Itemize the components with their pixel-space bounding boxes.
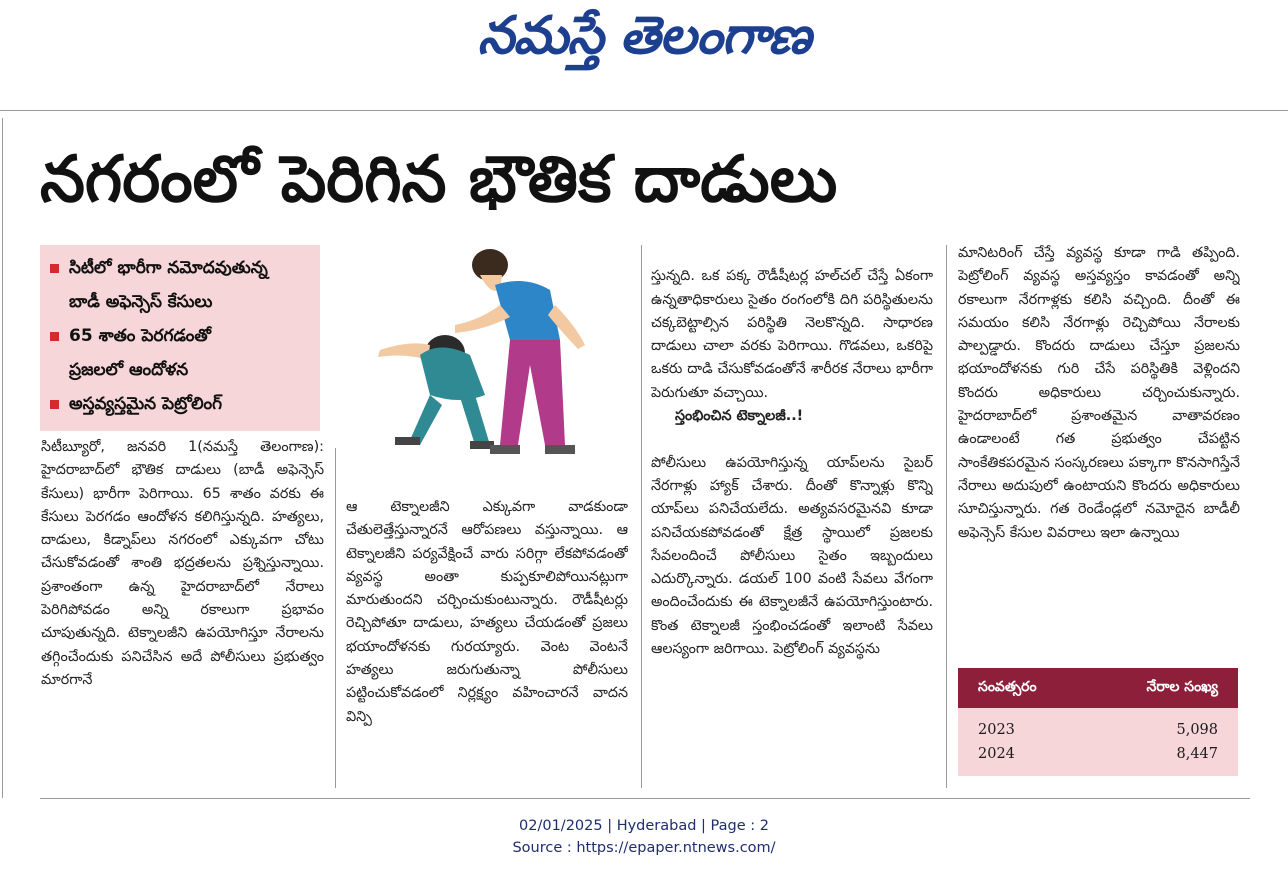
highlight-item	[50, 353, 312, 387]
table-header	[958, 668, 1238, 708]
fight-illustration	[350, 245, 620, 470]
column-divider	[335, 448, 336, 788]
table-row	[958, 742, 1238, 766]
bottom-divider	[40, 798, 1250, 799]
highlight-item	[50, 319, 312, 353]
highlight-item	[50, 251, 312, 285]
highlight-item	[50, 387, 312, 421]
highlight-text: అస్తవ్యస్తమైన పెట్రోలింగ్‌	[69, 394, 222, 414]
row-count: 5,098	[1176, 722, 1218, 738]
row-year: 2023	[978, 722, 1015, 738]
bullet-icon	[50, 400, 59, 409]
footer-source-line: Source : https://epaper.ntnews.com/	[512, 840, 776, 856]
column-divider	[641, 245, 642, 788]
article-paragraph: స్తున్నది. ఒక పక్క రౌడీషీటర్ల హల్‌చల్‌ చేస్తే ఏకంగా ఉన్నతాధికారులు సైతం రంగంలోకి దిగి పరిస్థితులను చక్కబెట్టాల్సిన పరిస్థితి నెలకొన్నది. సాధారణ దాడులు చాలా వరకు పెరిగాయి. గొడవలు, ఒకరిపై ఒకరు దాడి చేసుకోవడంతోనే శారీరక నేరాలు భారీగా పెరుగుతూ వచ్చాయి.	[651, 268, 933, 401]
header-year: సంవత్సరం	[978, 678, 1037, 695]
row-count: 8,447	[1176, 746, 1218, 762]
bullet-icon	[50, 264, 59, 273]
column-divider	[946, 245, 947, 788]
row-year: 2024	[978, 746, 1015, 762]
highlight-text: సిటీలో భారీగా నమోదవుతున్న	[69, 258, 268, 278]
article-paragraph: పోలీసులు ఉపయోగిస్తున్న యాప్‌లను సైబర్‌ నేరగాళ్లు హ్యాక్‌ చేశారు. దీంతో కొన్నాళ్లు కొన్ని యాప్‌లు పనిచేయలేదు. అత్యవసరమైనవి కూడా పనిచేయకపోవడంతో క్షేత్ర స్థాయిలో ప్రజలకు సేవలందించే పోలీసులు సైతం ఇబ్బందులు ఎదుర్కొన్నారు. డయల్‌ 100 వంటి సేవలు వేగంగా అందించేందుకు ఈ టెక్నాలజీనే ఉపయోగిస్తుంటారు. కొంత టెక్నాలజీ స్తంభించడంతో ఇలాంటి సేవలు ఆలస్యంగా జరిగాయి. పెట్రోలింగ్‌ వ్యవస్థను	[651, 454, 933, 658]
left-border	[2, 118, 3, 798]
article-column-1: సిటీబ్యూరో, జనవరి 1(నమస్తే తెలంగాణ): హైదరాబాద్‌లో భౌతిక దాడులు (బాడీ అఫెన్సెస్‌ కేసులు) భారీగా పెరిగాయి. 65 శాతం వరకు ఈ కేసులు పెరగడం ఆందోళన కలిగిస్తున్నది. హత్యలు, దాడులు, కిడ్నాప్‌లు నగరంలో ఎక్కువగా చోటు చేసుకోవడంతో శాంతి భద్రతలను ప్రశ్నిస్తున్నాయి. ప్రశాంతంగా ఉన్న హైదరాబాద్‌లో నేరాలు పెరిగిపోవడం అన్ని రకాలుగా ప్రభావం చూపుతున్నది. టెక్నాలజీని ఉపయోగిస్తూ నేరాలను తగ్గించేందుకు పనిచేసిన అదే పోలీసులు ప్రభుత్వం మారగానే	[41, 439, 324, 688]
article-column-2: ఆ టెక్నాలజీని ఎక్కువగా వాడకుండా చేతులెత్తేస్తున్నారనే ఆరోపణలు వస్తున్నాయి. ఆ టెక్నాలజీని పర్యవేక్షించే వారు సరిగ్గా లేకపోవడంతో వ్యవస్థ అంతా కుప్పకూలిపోయినట్లుగా మారుతుందని చర్చించుకుంటున్నారు. రౌడీషీటర్లు రెచ్చిపోతూ దాడులు, హత్యలు చేయడంతో ప్రజలు భయాందోళనకు గురయ్యారు. వెంట వెంటనే హత్యలు జరుగుతున్నా పోలీసులు పట్టించుకోవడంలో నిర్లక్ష్యం వహించారనే వాదన విన్పి	[346, 499, 628, 725]
footer-date-line: 02/01/2025 | Hyderabad | Page : 2	[519, 818, 769, 834]
bullet-icon	[50, 332, 59, 341]
highlight-item	[50, 285, 312, 319]
highlight-text: 65 శాతం పెరగడంతో	[69, 326, 211, 346]
highlight-text: ప్రజలలో ఆందోళన	[69, 360, 189, 380]
article-column-4: మానిటరింగ్‌ చేస్తే వ్యవస్థ కూడా గాడి తప్పింది. పెట్రోలింగ్‌ వ్యవస్థ అస్తవ్యస్తం కావడంతో అన్ని రకాలుగా నేరగాళ్లకు కలిసి వచ్చింది. దీంతో ఈ సమయం కలిసి నేరగాళ్లు రెచ్చిపోయి నేరాలకు పాల్పడ్డారు. కొందరు దాడులు చేస్తూ ప్రజలను భయాందోళనకు గురి చేసే పరిస్థితికి వెళ్లిందని కొందరు అధికారులు చర్చించుకున్నారు. హైదరాబాద్‌లో ప్రశాంతమైన వాతావరణం ఉండాలంటే గత ప్రభుత్వం చేపట్టిన సాంకేతికపరమైన సంస్కరణలు పక్కాగా కొనసాగిస్తేనే నేరాలు అదుపులో ఉంటాయని కొందరు అధికారులు సూచిస్తున్నారు. గత రెండేండ్లలో నమోదైన బాడీలీ అఫెన్సెస్‌ కేసుల వివరాలు ఇలా ఉన్నాయి	[958, 245, 1240, 541]
masthead	[0, 6, 1288, 76]
header-count: నేరాల సంఖ్య	[1146, 678, 1218, 695]
highlights-box	[40, 245, 320, 431]
masthead-title: నమస్తే తెలంగాణ	[477, 6, 811, 66]
headline: నగరంలో పెరిగిన భౌతిక దాడులు	[40, 143, 838, 217]
highlight-text: బాడీ అఫెన్సెస్‌ కేసులు	[69, 292, 213, 312]
table-row	[958, 718, 1238, 742]
subheading: స్తంభించిన టెక్నాలజీ..!	[675, 408, 804, 425]
crime-stats-table	[958, 668, 1238, 776]
article-column-3	[651, 242, 933, 787]
top-divider	[0, 110, 1288, 111]
